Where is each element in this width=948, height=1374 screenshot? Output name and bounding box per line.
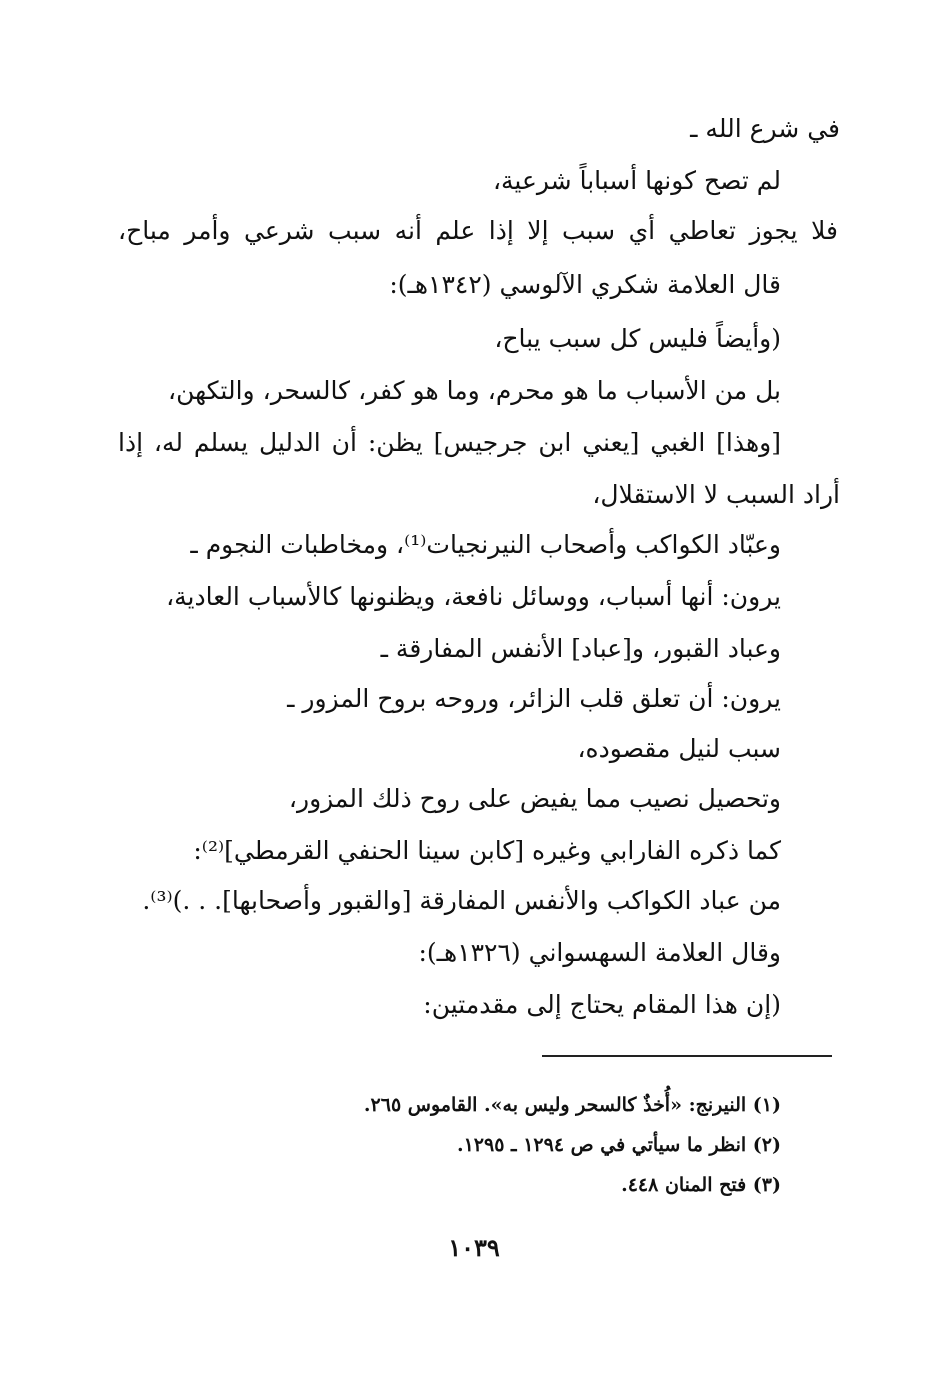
text-line: (إن هذا المقام يحتاج إلى مقدمتين: [423, 990, 781, 1019]
text-line: يرون: أنها أسباب، ووسائل نافعة، ويظنونها كالأسباب العادية، [166, 582, 781, 611]
footnote-separator [542, 1055, 832, 1057]
footnote: (٣) فتح المنان ٤٤٨. [621, 1174, 781, 1196]
text-line: سبب لنيل مقصوده، [577, 734, 781, 763]
text-line: بل من الأسباب ما هو محرم، وما هو كفر، كالسحر، والتكهن، [168, 376, 781, 405]
footnote: (٢) انظر ما سيأتي في ص ١٢٩٤ ـ ١٢٩٥. [456, 1134, 781, 1156]
text-line: أراد السبب لا الاستقلال، [592, 480, 840, 509]
footnote: (١) النيرنج: «أُخذٌ كالسحر وليس به». القاموس ٢٦٥. [363, 1094, 781, 1116]
text-line: (وأيضاً فليس كل سبب يباح، [494, 324, 781, 353]
text-line: قال العلامة شكري الآلوسي (١٣٤٢هـ): [389, 270, 781, 299]
text-line: فلا يجوز تعاطي أي سبب إلا إذا علم أنه سبب شرعي وأمر مباح، [118, 216, 838, 245]
text-line: [وهذا] الغبي [يعني ابن جرجيس] يظن: أن الدليل يسلم له، إذا [118, 428, 781, 457]
text-line: وقال العلامة السهسواني (١٣٢٦هـ): [418, 938, 781, 967]
text-line: لم تصح كونها أسباباً شرعية، [492, 166, 781, 195]
text-line: في شرع الله ـ [690, 114, 840, 143]
text-line: يرون: أن تعلق قلب الزائر، وروحه بروح المزور ـ [287, 684, 781, 713]
text-line: وتحصيل نصيب مما يفيض على روح ذلك المزور، [288, 784, 781, 813]
text-line: كما ذكره الفارابي وغيره [كابن سينا الحنفي القرمطي]⁽²⁾: [193, 836, 781, 865]
text-line: وعبّاد الكواكب وأصحاب النيرنجيات⁽¹⁾، ومخاطبات النجوم ـ [190, 530, 781, 559]
text-line: وعباد القبور، و[عباد] الأنفس المفارقة ـ [380, 634, 781, 663]
page-number: ١٠٣٩ [448, 1233, 500, 1262]
text-line: من عباد الكواكب والأنفس المفارقة [والقبور وأصحابها]. . .)⁽³⁾. [142, 886, 781, 915]
